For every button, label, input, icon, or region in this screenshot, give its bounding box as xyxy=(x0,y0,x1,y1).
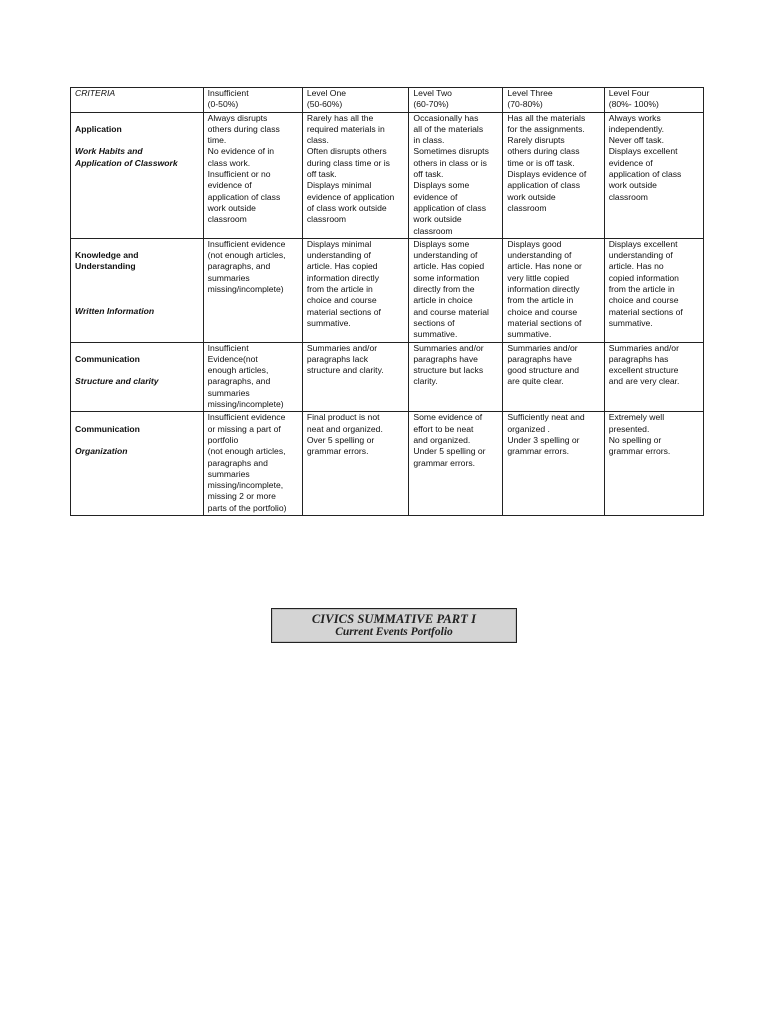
criteria-subtitle: Organization xyxy=(75,446,128,457)
criteria-cell xyxy=(71,112,204,238)
cell-insufficient: Insufficient evidence or missing a part of portfolio (not enough articles, paragraphs and summaries missing/incomplete, missing 2 or more parts of the portfolio) xyxy=(203,412,302,516)
cell-level-four: Always works independently. Never off task. Displays excellent evidence of application of class work outside classroom xyxy=(604,112,703,238)
cell-level-one: Summaries and/or paragraphs lack structure and clarity. xyxy=(302,342,409,412)
table-row-communication-structure xyxy=(71,342,704,412)
cell-insufficient: Insufficient Evidence(not enough articles, paragraphs, and summaries missing/incomplete) xyxy=(203,342,302,412)
table-row-knowledge xyxy=(71,238,704,342)
cell-level-four: Extremely well presented. No spelling or grammar errors. xyxy=(604,412,703,516)
table-header-row xyxy=(71,88,704,113)
criteria-cell xyxy=(71,412,204,516)
header-level-three: Level Three (70-80%) xyxy=(503,88,604,113)
criteria-cell xyxy=(71,342,204,412)
rubric-table xyxy=(70,87,704,516)
title-line-2: Current Events Portfolio xyxy=(335,626,453,638)
cell-level-two: Summaries and/or paragraphs have structure but lacks clarity. xyxy=(409,342,503,412)
cell-level-two: Some evidence of effort to be neat and organized. Under 5 spelling or grammar errors. xyxy=(409,412,503,516)
criteria-title: Application xyxy=(75,123,122,134)
cell-insufficient: Insufficient evidence (not enough articles, paragraphs, and summaries missing/incomplete) xyxy=(203,238,302,342)
cell-level-three: Summaries and/or paragraphs have good structure and are quite clear. xyxy=(503,342,604,412)
header-level-two: Level Two (60-70%) xyxy=(409,88,503,113)
cell-level-one: Final product is not neat and organized. Over 5 spelling or grammar errors. xyxy=(302,412,409,516)
header-insufficient: Insufficient (0-50%) xyxy=(203,88,302,113)
header-level-one: Level One (50-60%) xyxy=(302,88,409,113)
cell-insufficient: Always disrupts others during class time. No evidence of in class work. Insufficient or no evidence of application of class work outside classroom xyxy=(203,112,302,238)
cell-level-three: Has all the materials for the assignments. Rarely disrupts others during class time or is off task. Displays evidence of application of class work outside classroom xyxy=(503,112,604,238)
cell-level-two: Occasionally has all of the materials in class. Sometimes disrupts others in class or is off task. Displays some evidence of application of class work outside classroom xyxy=(409,112,503,238)
summative-title-box xyxy=(271,608,517,643)
criteria-subtitle: Written Information xyxy=(75,306,155,317)
cell-level-one: Displays minimal understanding of article. Has copied information directly from the article in choice and course material sections of summative. xyxy=(302,238,409,342)
criteria-title: Communication xyxy=(75,353,140,364)
criteria-title: Communication xyxy=(75,423,140,434)
cell-level-one: Rarely has all the required materials in class. Often disrupts others during class time or is off task. Displays minimal evidence of application of class work outside classroom xyxy=(302,112,409,238)
title-line-1: CIVICS SUMMATIVE PART I xyxy=(311,612,477,626)
criteria-title: Knowledge and Understanding xyxy=(75,250,139,272)
cell-level-four: Summaries and/or paragraphs has excellent structure and are very clear. xyxy=(604,342,703,412)
cell-level-two: Displays some understanding of article. Has copied some information directly from the article in choice and course material sections of summative. xyxy=(409,238,503,342)
header-criteria: CRITERIA xyxy=(71,88,204,113)
cell-level-three: Displays good understanding of article. Has none or very little copied information directly from the article in choice and course material sections of summative. xyxy=(503,238,604,342)
table-row-communication-organization xyxy=(71,412,704,516)
header-level-four: Level Four (80%- 100%) xyxy=(604,88,703,113)
table-row-application xyxy=(71,112,704,238)
cell-level-four: Displays excellent understanding of article. Has no copied information from the article in choice and course material sections of summative. xyxy=(604,238,703,342)
cell-level-three: Sufficiently neat and organized . Under 3 spelling or grammar errors. xyxy=(503,412,604,516)
criteria-subtitle: Structure and clarity xyxy=(75,376,159,387)
criteria-cell xyxy=(71,238,204,342)
criteria-subtitle: Work Habits and Application of Classwork xyxy=(75,146,178,168)
